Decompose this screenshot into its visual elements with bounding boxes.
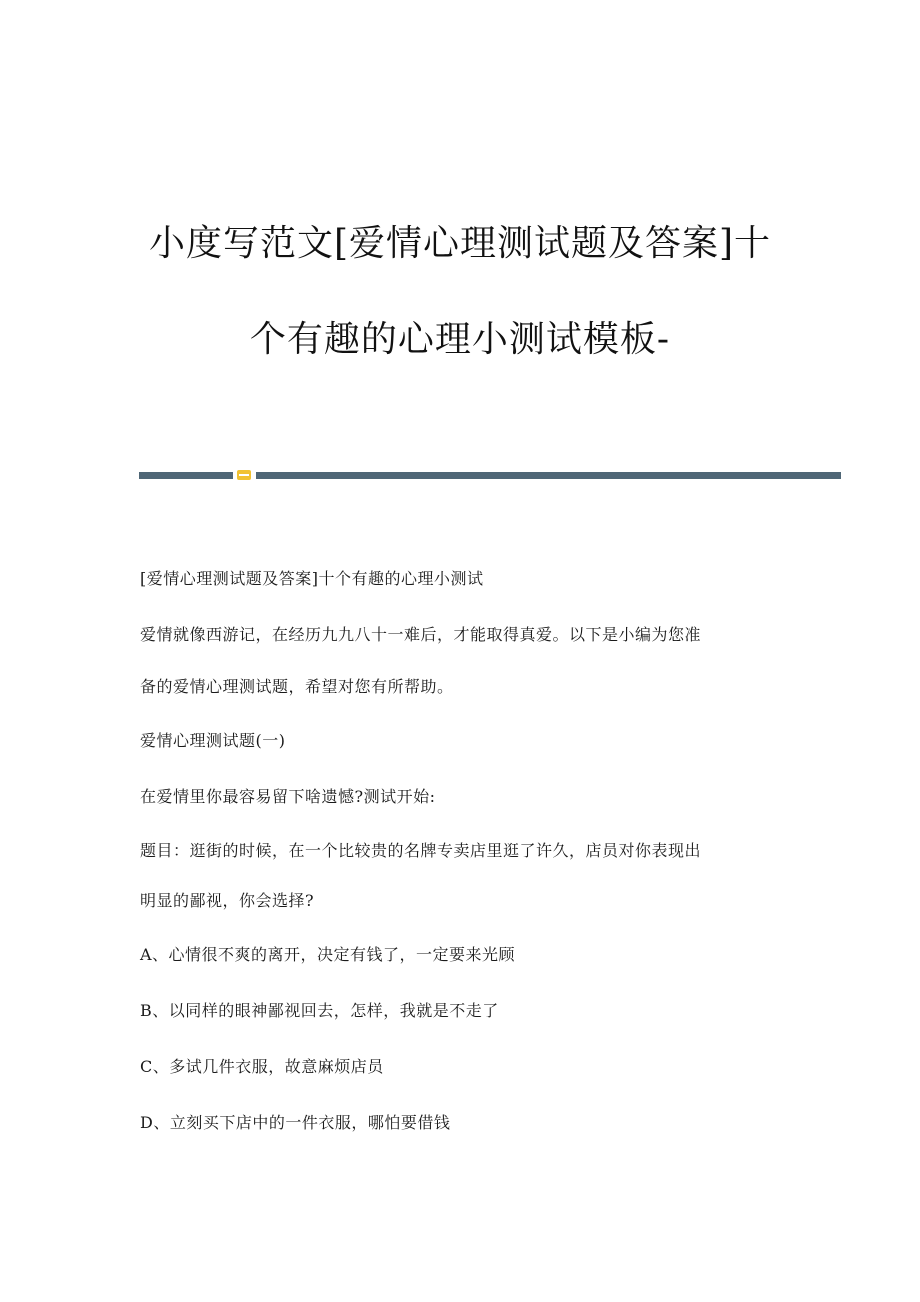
divider-bar-right [256, 472, 841, 479]
paragraph-subtitle: [爱情心理测试题及答案]十个有趣的心理小测试 [140, 569, 484, 588]
option-d: D、立刻买下店中的一件衣服，哪怕要借钱 [140, 1113, 451, 1132]
option-a: A、心情很不爽的离开，决定有钱了，一定要来光顾 [140, 945, 516, 964]
section-heading: 爱情心理测试题(一) [140, 731, 286, 750]
document-title-line-2: 个有趣的心理小测试模板- [249, 319, 671, 360]
paragraph-question-line-2: 明显的鄙视，你会选择? [140, 891, 315, 910]
envelope-badge-icon [237, 470, 251, 480]
paragraph-intro-line-1: 爱情就像西游记，在经历九九八十一难后，才能取得真爱。以下是小编为您准 [140, 625, 702, 644]
paragraph-question-intro: 在爱情里你最容易留下啥遗憾?测试开始: [140, 787, 436, 806]
title-divider [139, 470, 841, 480]
option-c: C、多试几件衣服，故意麻烦店员 [140, 1057, 384, 1076]
paragraph-question-line-1: 题目：逛街的时候，在一个比较贵的名牌专卖店里逛了许久，店员对你表现出 [140, 841, 702, 860]
document-title-line-1: 小度写范文[爱情心理测试题及答案]十 [148, 223, 772, 264]
divider-bar-left [139, 472, 233, 479]
option-b: B、以同样的眼神鄙视回去，怎样，我就是不走了 [140, 1001, 499, 1020]
paragraph-intro-line-2: 备的爱情心理测试题，希望对您有所帮助。 [140, 677, 454, 696]
